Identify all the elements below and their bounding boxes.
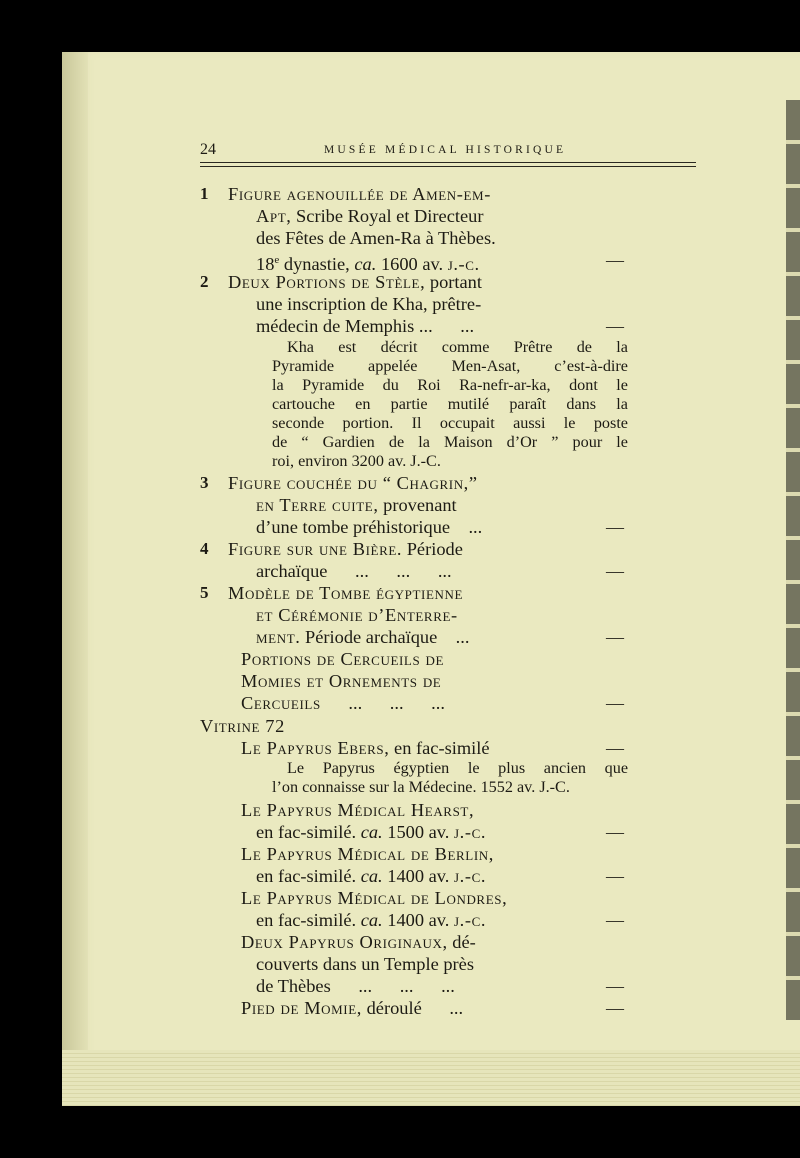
entry-dash: — <box>606 316 624 336</box>
vitrine-entry-line <box>241 843 494 865</box>
entry-dash: — <box>606 998 624 1018</box>
entry-line <box>228 183 491 205</box>
text-run: 1400 av. <box>382 866 454 886</box>
small-caps-text: et Cérémonie d’Enterre- <box>256 605 458 625</box>
entry-note-line: Pyramide appelée Men-Asat, c’est-à-dire <box>272 357 628 375</box>
entry-line <box>256 494 457 516</box>
entry-number: 2 <box>200 272 209 291</box>
text-run: déroulé ... <box>361 998 464 1018</box>
superscript: e <box>274 254 280 266</box>
text-run: Période <box>402 539 463 559</box>
text-run: en fac-similé <box>389 738 490 758</box>
text-run: en fac-similé. <box>256 910 361 930</box>
vitrine-entry-line <box>241 997 463 1019</box>
entry-number: 5 <box>200 583 209 602</box>
entry-note-line: Kha est décrit comme Prêtre de la <box>287 338 628 356</box>
entry-line <box>256 293 481 315</box>
text-run: provenant <box>378 495 457 515</box>
entry-line <box>256 626 469 648</box>
small-caps-text: Pied de Momie, <box>241 998 362 1018</box>
text-run: couverts dans un Temple près <box>256 954 474 974</box>
entry-line <box>241 670 441 692</box>
entry-line <box>241 648 444 670</box>
text-run: ... ... ... <box>320 693 445 713</box>
entry-line <box>256 516 482 538</box>
text-run: 1600 av. <box>376 254 448 275</box>
text-run: de Thèbes ... ... ... <box>256 976 455 996</box>
entry-number: 3 <box>200 473 209 492</box>
text-run: médecin de Memphis ... ... <box>256 316 475 336</box>
entry-line <box>256 560 452 582</box>
small-caps-text: Cercueils <box>241 693 321 713</box>
entry-dash: — <box>606 250 624 270</box>
small-caps-text: Figure couchée du “ Chagrin,” <box>228 473 478 493</box>
small-caps-text: Le Papyrus Médical de Berlin, <box>241 844 494 864</box>
vitrine-entry-line <box>256 975 455 997</box>
small-caps-text: Figure sur une Bière. <box>228 539 403 559</box>
entry-note-line: seconde portion. Il occupait aussi le poste <box>272 414 628 432</box>
italic-text: ca. <box>360 822 383 842</box>
text-run: 1500 av. <box>382 822 454 842</box>
small-caps-text: j.-c. <box>454 910 487 930</box>
running-title: MUSÉE MÉDICAL HISTORIQUE <box>324 144 567 156</box>
small-caps-text: Le Papyrus Médical Hearst, <box>241 800 475 820</box>
text-run: d’une tombe préhistorique ... <box>256 517 483 537</box>
small-caps-text: en Terre cuite, <box>256 495 379 515</box>
vitrine-entry-line <box>241 887 507 909</box>
italic-text: ca. <box>360 866 383 886</box>
text-run: 18 <box>256 254 275 275</box>
small-caps-text: Deux Portions de Stèle, <box>228 272 426 292</box>
entry-dash: — <box>606 822 624 842</box>
entry-dash: — <box>606 561 624 581</box>
text-run: une inscription de Kha, prêtre- <box>256 294 482 314</box>
italic-text: ca. <box>354 254 377 275</box>
vitrine-entry-line <box>241 799 474 821</box>
entry-note-line: Le Papyrus égyptien le plus ancien que <box>287 759 628 777</box>
text-run: Période archaïque ... <box>300 627 470 647</box>
small-caps-text: Le Papyrus Médical de Londres, <box>241 888 508 908</box>
small-caps-text: j.-c. <box>454 822 487 842</box>
page-number: 24 <box>200 141 216 158</box>
small-caps-text: Portions de Cercueils de <box>241 649 445 669</box>
entry-dash: — <box>606 627 624 647</box>
entry-dash: — <box>606 693 624 713</box>
small-caps-text: Apt, <box>256 206 292 226</box>
small-caps-text: Le Papyrus Ebers, <box>241 738 390 758</box>
vitrine-entry-line <box>256 865 486 887</box>
small-caps-text: Figure agenouillée de Amen-em- <box>228 184 491 204</box>
vitrine-entry-line <box>241 737 490 759</box>
entry-note-line: la Pyramide du Roi Ra-nefr-ar-ka, dont le <box>272 376 628 394</box>
entry-line <box>256 227 496 249</box>
entry-dash: — <box>606 910 624 930</box>
text-run: en fac-similé. <box>256 822 361 842</box>
entry-line <box>241 692 445 714</box>
text-run: portant <box>425 272 482 292</box>
vitrine-entry-line <box>256 909 486 931</box>
entry-dash: — <box>606 866 624 886</box>
entry-line <box>228 271 482 293</box>
vitrine-entry-line <box>256 821 486 843</box>
small-caps-text: Momies et Ornements de <box>241 671 442 691</box>
entry-number: 4 <box>200 539 209 558</box>
header-rule-bottom <box>200 166 696 167</box>
vitrine-heading: Vitrine 72 <box>200 716 285 736</box>
entry-note-line: roi, environ 3200 av. J.-C. <box>272 452 441 470</box>
small-caps-text: j.-c. <box>454 866 487 886</box>
text-run: dé- <box>447 932 476 952</box>
text-run: 1400 av. <box>382 910 454 930</box>
text-run: archaïque ... ... ... <box>256 561 452 581</box>
header-rule-top <box>200 162 696 163</box>
entry-line <box>228 472 478 494</box>
entry-line <box>256 604 458 626</box>
entry-line <box>228 582 463 604</box>
entry-dash: — <box>606 976 624 996</box>
entry-number: 1 <box>200 184 209 203</box>
text-run: en fac-similé. <box>256 866 361 886</box>
vitrine-entry-line <box>241 931 476 953</box>
entry-line <box>256 205 483 227</box>
entry-note-line: l’on connaisse sur la Médecine. 1552 av. J.-C. <box>272 778 570 796</box>
entry-line <box>256 315 474 337</box>
small-caps-text: j.-c. <box>447 254 480 275</box>
entry-note-line: de “ Gardien de la Maison d’Or ” pour le <box>272 433 628 451</box>
entry-line <box>228 538 463 560</box>
entry-dash: — <box>606 738 624 758</box>
text-run: des Fêtes de Amen-Ra à Thèbes. <box>256 228 496 248</box>
small-caps-text: Modèle de Tombe égyptienne <box>228 583 464 603</box>
text-run: Scribe Royal et Directeur <box>291 206 484 226</box>
entry-note-line: cartouche en partie mutilé paraît dans la <box>272 395 628 413</box>
vitrine-entry-line <box>256 953 474 975</box>
small-caps-text: Deux Papyrus Originaux, <box>241 932 448 952</box>
italic-text: ca. <box>360 910 383 930</box>
entry-dash: — <box>606 517 624 537</box>
text-run: dynastie, <box>279 254 355 275</box>
small-caps-text: ment. <box>256 627 301 647</box>
